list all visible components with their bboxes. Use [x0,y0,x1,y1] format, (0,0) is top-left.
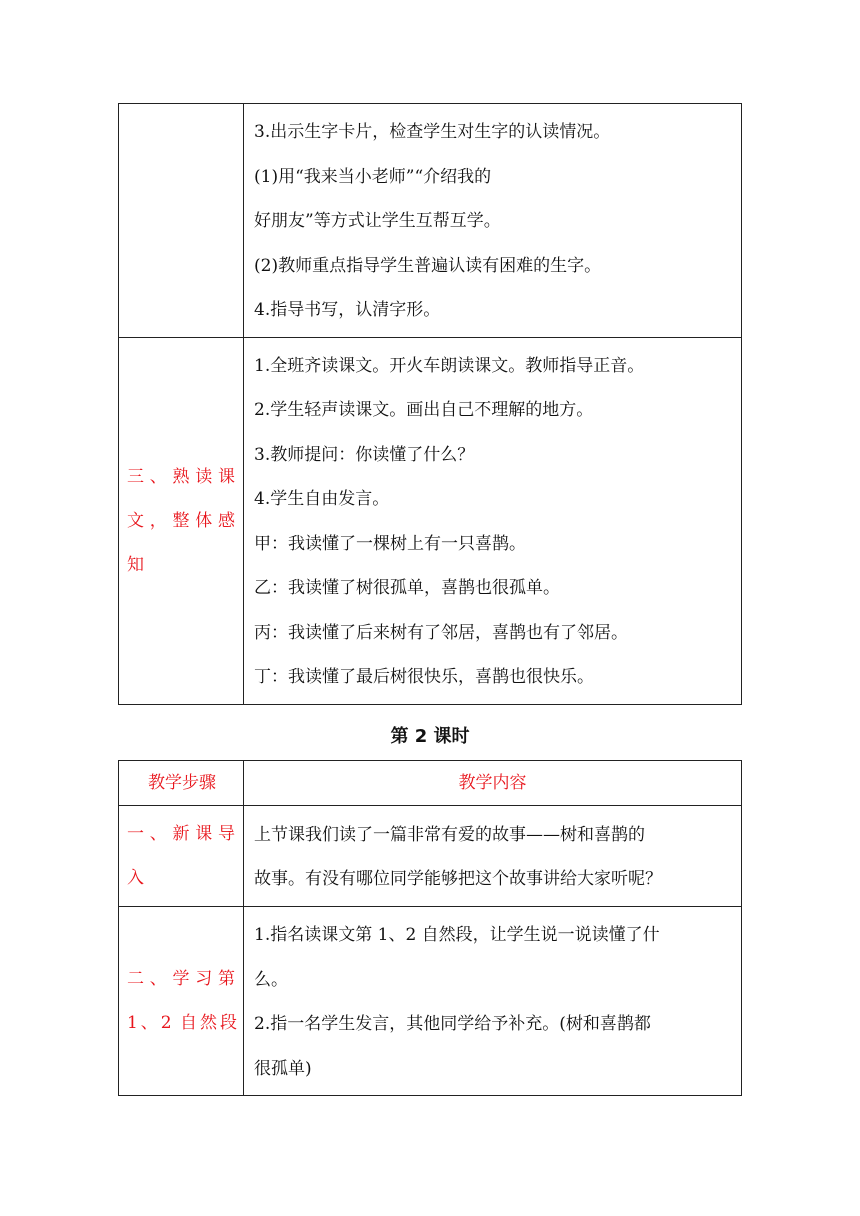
content-line: 3.出示生字卡片，检查学生对生字的认读情况。 [254,122,611,142]
content-cell [244,806,742,907]
content-line: 4.指导书写，认清字形。 [254,300,441,320]
content-line: (1)用“我来当小老师”“介绍我的 [254,166,492,187]
content-cell [244,907,742,1096]
content-line: 乙：我读懂了树很孤单，喜鹊也很孤单。 [254,578,560,598]
content-line: 么。 [254,969,288,990]
step-line: 知 [127,554,146,575]
content-cell [244,104,742,338]
table-row [119,806,742,907]
table-row [119,907,742,1096]
content-line: 4.学生自由发言。 [254,489,390,509]
content-line: 故事。有没有哪位同学能够把这个故事讲给大家听呢？ [254,869,662,889]
content-line: 3.教师提问：你读懂了什么？ [254,444,475,465]
step-cell-empty [119,104,244,338]
content-line: 2.学生轻声读课文。画出自己不理解的地方。 [254,400,594,420]
section-heading: 第 2 课时 [390,726,470,747]
table-header-row [119,761,742,806]
table-row [119,104,742,338]
content-line: 上节课我们读了一篇非常有爱的故事——树和喜鹊的 [254,824,645,845]
content-line: 好朋友”等方式让学生互帮互学。 [254,211,501,231]
content-line: 1.全班齐读课文。开火车朗读课文。教师指导正音。 [254,355,645,376]
step-line: 1、2 自然段 [127,1013,237,1033]
content-cell [244,337,742,704]
step-line: 一、新课导 [127,824,237,844]
step-line: 文，整体感 [127,510,237,531]
step-line: 三、熟读课 [127,466,237,487]
step-line: 二、学习第 [127,969,237,989]
step-cell [119,907,244,1096]
content-line: 甲：我读懂了一棵树上有一只喜鹊。 [254,533,526,554]
step-cell [119,337,244,704]
content-line: (2)教师重点指导学生普遍认读有困难的生字。 [254,255,602,276]
header-step-label: 教学步骤 [148,773,216,793]
lesson-table-2 [118,760,742,1096]
header-step [119,761,244,806]
content-line: 丙：我读懂了后来树有了邻居，喜鹊也有了邻居。 [254,622,628,643]
lesson-table-1 [118,103,742,705]
header-content: 教学内容 [244,761,742,806]
content-line: 2.指一名学生发言，其他同学给予补充。(树和喜鹊都 [254,1014,651,1034]
step-line: 入 [127,868,146,888]
content-line: 很孤单) [254,1058,312,1079]
content-line: 丁：我读懂了最后树很快乐，喜鹊也很快乐。 [254,667,594,687]
step-cell [119,806,244,907]
content-line: 1.指名读课文第 1、2 自然段，让学生说一说读懂了什 [254,925,660,945]
table-row [119,337,742,704]
